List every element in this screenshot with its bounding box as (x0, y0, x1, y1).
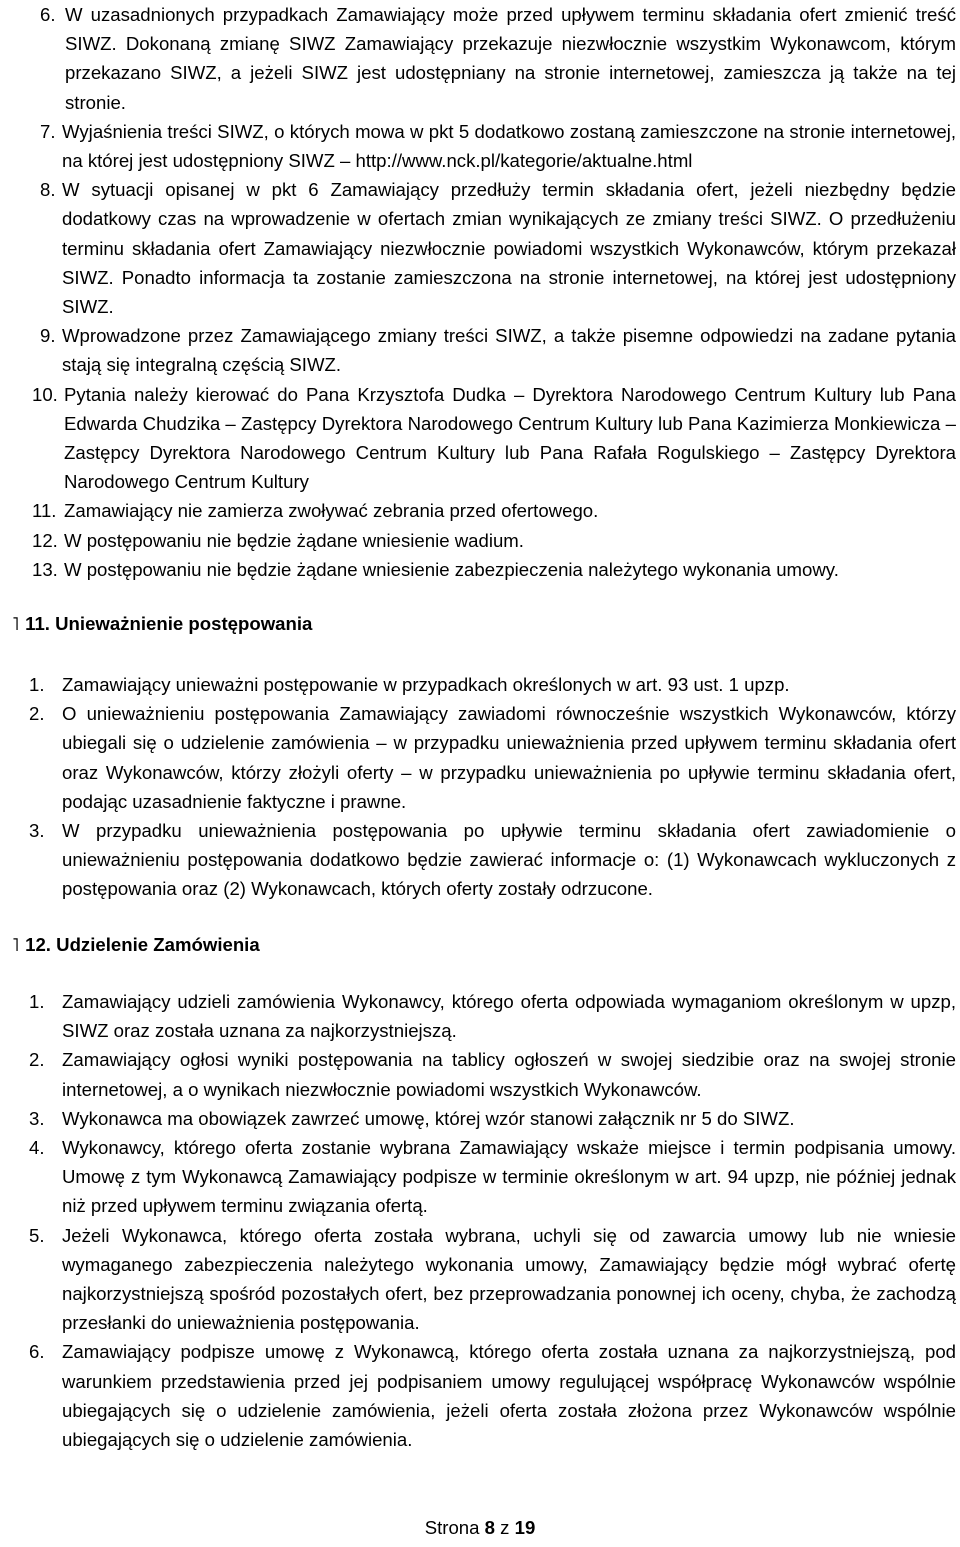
list-item-number: 1. (29, 674, 45, 695)
list-item-number: 1. (29, 991, 45, 1012)
list-item (40, 321, 956, 379)
list-item-number: 9. (40, 325, 56, 347)
heading-text: 12. Udzielenie Zamówienia (25, 934, 260, 955)
list-item-text: W uzasadnionych przypadkach Zamawiający może przed upływem terminu składania ofert zmienić treść SIWZ. Dokonaną zmianę SIWZ Zamawiający przekazuje niezwłocznie wszystkim Wykonawcom, którym przekazano SIWZ, a jeżeli SIWZ jest udostępniany na stronie internetowej, zamieszcza ją także na tej stronie. (65, 4, 956, 113)
list-item-text: Zamawiający unieważni postępowanie w przypadkach określonych w art. 93 ust. 1 upzp. (62, 674, 790, 695)
list-item-text: Jeżeli Wykonawca, którego oferta została wybrana, uchyli się od zawarcia umowy lub nie wniesie wymaganego zabezpieczenia należytego wykonania umowy, Zamawiający będzie mógł wybrać ofertę najkorzystniejszą spośród pozostałych ofert, bez przeprowadzania ponownej ich oceny, chyba, że zachodzą przesłanki do unieważnienia postępowania. (62, 1224, 956, 1334)
list-item (29, 699, 956, 816)
list-item (29, 1133, 956, 1221)
list-item-text: Wykonawca ma obowiązek zawrzeć umowę, której wzór stanowi załącznik nr 5 do SIWZ. (62, 1107, 795, 1129)
list-item-number: 11. (32, 500, 57, 522)
section-11-list (29, 670, 956, 904)
list-item (29, 670, 956, 699)
list-item-number: 3. (29, 1107, 45, 1129)
list-item (29, 816, 956, 904)
list-item (29, 1045, 956, 1103)
list-item (32, 555, 956, 584)
list-item-number: 6. (29, 1341, 45, 1363)
list-item-number: 6. (40, 4, 56, 25)
list-item (40, 175, 956, 321)
list-item-text: Zamawiający udzieli zamówienia Wykonawcy, którego oferta odpowiada wymaganiom określonym w upzp, SIWZ oraz została uznana za najkorzystniejszą. (62, 991, 956, 1042)
list-item-text: Pytania należy kierować do Pana Krzysztofa Dudka – Dyrektora Narodowego Centrum Kultury lub Pana Edwarda Chudzika – Zastępcy Dyrektora Narodowego Centrum Kultury lub Pana Kazimierza Monkiewicza – Zastępcy Dyrektora Narodowego Centrum Kultury lub Pana Rafała Rogulskiego – Zastępcy Dyrektora Narodowego Centrum Kultury (64, 383, 956, 493)
list-item-number: 7. (40, 120, 56, 142)
list-item (29, 1104, 956, 1133)
page-footer (0, 1513, 960, 1542)
heading-marker: ˥ (12, 934, 20, 955)
list-item-text: Zamawiający nie zamierza zwoływać zebrania przed ofertowego. (64, 500, 599, 522)
section-heading-uniewaznienie (12, 609, 312, 638)
footer-separator: z (494, 1517, 515, 1538)
siwz-list-continued (32, 0, 956, 584)
list-item (29, 1337, 956, 1454)
list-item-number: 8. (40, 179, 56, 201)
list-item (40, 117, 956, 175)
list-item (32, 380, 956, 497)
list-item-text: Wprowadzone przez Zamawiającego zmiany treści SIWZ, a także pisemne odpowiedzi na zadane pytania stają się integralną częścią SIWZ. (62, 325, 956, 376)
list-item (40, 0, 956, 117)
heading-text: 11. Unieważnienie postępowania (25, 613, 313, 634)
list-item-text: O unieważnieniu postępowania Zamawiający zawiadomi równocześnie wszystkich Wykonawców, którzy ubiegali się o udzielenie zamówienia – w przypadku unieważnienia przed upływem terminu składania ofert oraz Wykonawców, którzy złożyli oferty – w przypadku unieważnienia po upływie terminu składania ofert, podając uzasadnienie faktyczne i prawne. (62, 703, 956, 812)
list-item-text: Wykonawcy, którego oferta zostanie wybrana Zamawiający wskaże miejsce i termin podpisania umowy. Umowę z tym Wykonawcą Zamawiający podpisze w terminie określonym w art. 94 upzp, nie później jednak niż przed upływem terminu związania ofertą. (62, 1137, 956, 1217)
list-item-text: W postępowaniu nie będzie żądane wniesienie wadium. (64, 529, 524, 551)
list-item-text: W postępowaniu nie będzie żądane wniesienie zabezpieczenia należytego wykonania umowy. (64, 558, 839, 580)
list-item-number: 13. (32, 558, 58, 580)
list-item-text: Zamawiający ogłosi wyniki postępowania na tablicy ogłoszeń w swojej siedzibie oraz na swojej stronie internetowej, a o wynikach niezwłocznie powiadomi wszystkich Wykonawców. (62, 1049, 956, 1100)
list-item-number: 12. (32, 529, 58, 551)
list-item-number: 2. (29, 703, 45, 725)
list-item (29, 1221, 956, 1338)
footer-page-total: 19 (514, 1517, 536, 1538)
list-item-number: 3. (29, 820, 45, 842)
list-item (29, 987, 956, 1045)
list-item-number: 10. (32, 383, 58, 405)
footer-prefix: Strona (424, 1517, 485, 1538)
list-item-text: Wyjaśnienia treści SIWZ, o których mowa w pkt 5 dodatkowo zostaną zamieszczone na stronie internetowej, na której jest udostępniony SIWZ – http://www.nck.pl/kategorie/aktualne.html (62, 120, 956, 172)
section-12-list (29, 987, 956, 1454)
heading-marker: ˥ (12, 613, 20, 634)
section-heading-udzielenie-zamowienia (12, 930, 260, 959)
list-item-text: W przypadku unieważnienia postępowania po upływie terminu składania ofert zawiadomienie o unieważnieniu postępowania dodatkowo będzie zawierać informacje o: (1) Wykonawcach wykluczonych z postępowania oraz (2) Wykonawcach, których oferty zostały odrzucone. (62, 820, 956, 900)
list-item-number: 5. (29, 1224, 45, 1246)
list-item-number: 2. (29, 1049, 45, 1071)
list-item (32, 496, 956, 525)
list-item (32, 526, 956, 555)
footer-page-number: 8 (484, 1517, 495, 1538)
list-item-text: Zamawiający podpisze umowę z Wykonawcą, którego oferta została uznana za najkorzystniejszą, pod warunkiem przedstawienia przed jej podpisaniem umowy regulującej współpracę Wykonawców wspólnie ubiegających się o udzielenie zamówienia, jeżeli oferta została złożona przez Wykonawców wspólnie ubiegających się o udzielenie zamówienia. (62, 1341, 956, 1451)
list-item-text: W sytuacji opisanej w pkt 6 Zamawiający przedłuży termin składania ofert, jeżeli niezbędny będzie dodatkowy czas na wprowadzenie w ofertach zmian wynikających ze zmiany treści SIWZ. O przedłużeniu terminu składania ofert Zamawiający niezwłocznie powiadomi wszystkich Wykonawców, którym przekazał SIWZ. Ponadto informacja ta zostanie zamieszczona na stronie internetowej, na której jest udostępniony SIWZ. (62, 179, 956, 318)
list-item-number: 4. (29, 1137, 45, 1159)
